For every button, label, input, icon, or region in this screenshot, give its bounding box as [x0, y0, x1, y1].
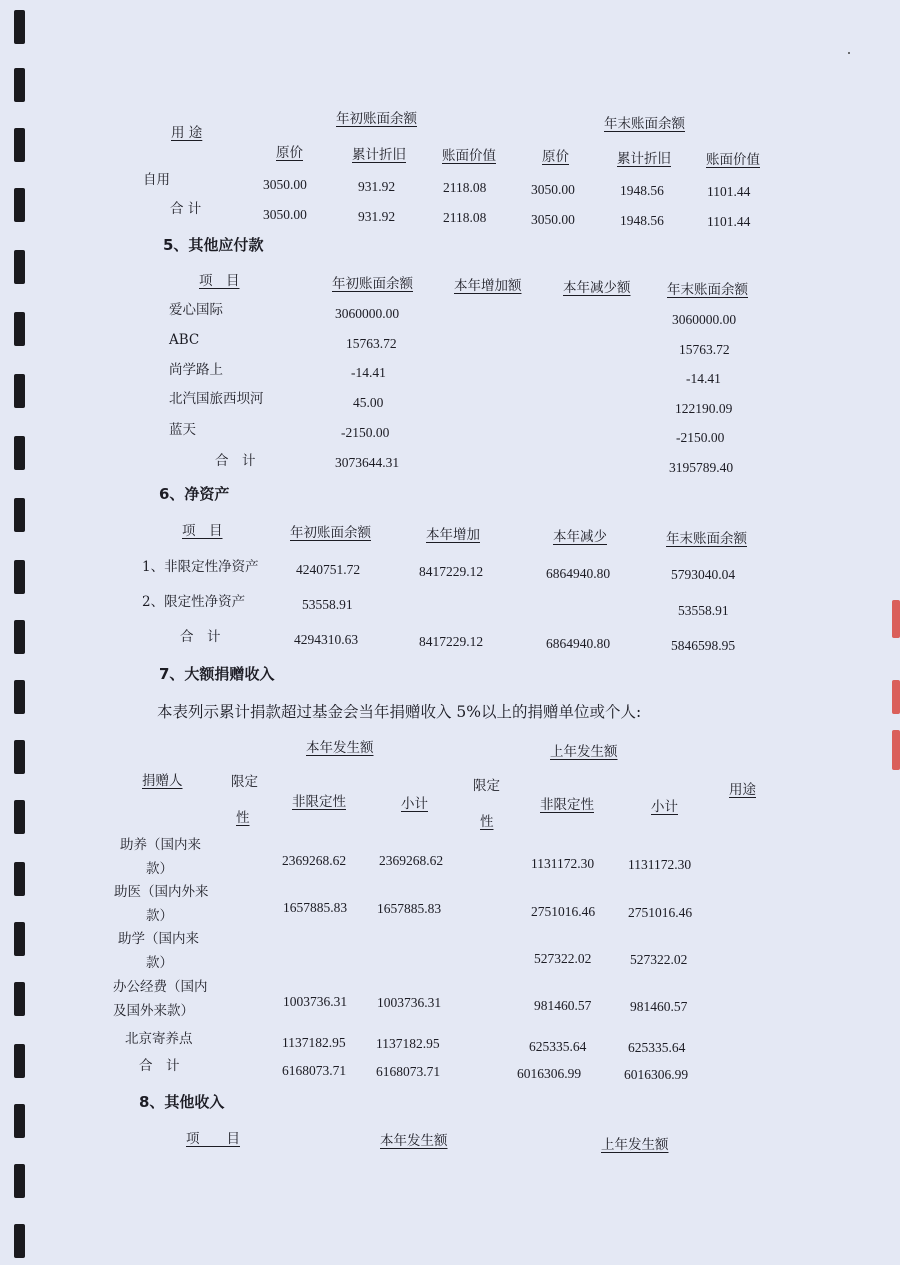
col-book-value: 账面价值	[706, 152, 760, 168]
binding-hole	[14, 312, 25, 346]
col-accum-depreciation: 累计折旧	[352, 147, 406, 163]
row-label: 助医（国内外来	[114, 884, 209, 900]
cell-value: -14.41	[351, 365, 386, 380]
cell-value: 6168073.71	[282, 1063, 347, 1078]
cell-value: 1101.44	[707, 184, 751, 199]
row-label: 爱心国际	[169, 302, 223, 318]
section-description: 本表列示累计捐款超过基金会当年捐赠收入 5%以上的捐赠单位或个人:	[157, 703, 642, 721]
group-header-start: 年初账面余额	[336, 111, 417, 127]
cell-value: 6168073.71	[376, 1064, 441, 1079]
cell-value: 527322.02	[630, 952, 688, 967]
binding-hole	[14, 1164, 25, 1198]
col-subtotal-prev: 小计	[651, 799, 678, 815]
binding-holes	[14, 0, 28, 1265]
row-label: 尚学路上	[169, 362, 223, 378]
cell-value: 981460.57	[534, 998, 592, 1013]
col-start-balance: 年初账面余额	[332, 276, 413, 292]
cell-value: 4240751.72	[296, 562, 361, 577]
cell-value: 1003736.31	[283, 994, 348, 1009]
col-restricted-prev: 限定	[473, 778, 500, 794]
cell-value: 122190.09	[675, 401, 733, 416]
col-original-price: 原价	[276, 145, 303, 161]
col-previous-year: 上年发生额	[601, 1137, 669, 1153]
red-stamp-edge	[888, 590, 900, 790]
col-restricted: 性	[236, 810, 250, 826]
col-original-price: 原价	[542, 149, 569, 165]
row-label: 自用	[143, 172, 170, 188]
col-item: 项 目	[182, 523, 223, 539]
col-increase: 本年增加	[426, 527, 480, 543]
cell-value: 3050.00	[263, 207, 307, 222]
binding-hole	[14, 560, 25, 594]
binding-hole	[14, 374, 25, 408]
row-label: 及国外来款）	[113, 1003, 194, 1019]
cell-value: 1101.44	[707, 214, 751, 229]
col-subtotal: 小计	[401, 796, 428, 812]
cell-value: 5846598.95	[671, 638, 736, 653]
row-label: 2、限定性净资产	[142, 594, 246, 610]
row-label-total: 合 计	[170, 201, 202, 217]
col-accum-depreciation: 累计折旧	[617, 151, 671, 167]
binding-hole	[14, 982, 25, 1016]
cell-value: 3050.00	[263, 177, 307, 192]
row-label-total: 合 计	[215, 453, 256, 469]
col-unrestricted: 非限定性	[292, 794, 346, 810]
row-label: 北汽国旅西坝河	[169, 391, 264, 407]
cell-value: -2150.00	[341, 425, 390, 440]
cell-value: 6016306.99	[517, 1066, 582, 1081]
cell-value: 3073644.31	[335, 455, 400, 470]
stamp-fragment	[892, 730, 900, 770]
row-label: 北京寄养点	[125, 1031, 193, 1047]
cell-value: 2118.08	[443, 210, 487, 225]
speck	[848, 52, 850, 54]
cell-value: 1948.56	[620, 213, 664, 228]
binding-hole	[14, 922, 25, 956]
cell-value: 53558.91	[302, 597, 353, 612]
cell-value: 1137182.95	[282, 1035, 346, 1050]
cell-value: 8417229.12	[419, 564, 484, 579]
col-end-balance: 年末账面余额	[666, 531, 747, 547]
cell-value: 1003736.31	[377, 995, 442, 1010]
cell-value: 1131172.30	[628, 857, 692, 872]
col-restricted: 限定	[231, 774, 258, 790]
row-label: 1、非限定性净资产	[142, 559, 259, 575]
cell-value: 6864940.80	[546, 566, 611, 581]
cell-value: 3050.00	[531, 212, 575, 227]
cell-value: 53558.91	[678, 603, 729, 618]
row-label: 助养（国内来	[120, 837, 201, 853]
binding-hole	[14, 250, 25, 284]
cell-value: 3060000.00	[672, 312, 737, 327]
col-current-year: 本年发生额	[380, 1133, 448, 1149]
binding-hole	[14, 68, 25, 102]
cell-value: 3060000.00	[335, 306, 400, 321]
cell-value: 6864940.80	[546, 636, 611, 651]
cell-value: 2369268.62	[282, 853, 347, 868]
cell-value: 2751016.46	[628, 905, 693, 920]
binding-hole	[14, 1104, 25, 1138]
binding-hole	[14, 10, 25, 44]
cell-value: 981460.57	[630, 999, 688, 1014]
row-label: 蓝天	[169, 422, 196, 438]
row-label: ABC	[169, 332, 200, 348]
cell-value: 1948.56	[620, 183, 664, 198]
row-label-total: 合 计	[139, 1058, 180, 1074]
section-title: 7、大额捐赠收入	[159, 665, 275, 683]
cell-value: 15763.72	[679, 342, 730, 357]
cell-value: 1657885.83	[377, 901, 442, 916]
binding-hole	[14, 128, 25, 162]
col-restricted-prev: 性	[480, 814, 494, 830]
cell-value: 527322.02	[534, 951, 592, 966]
row-label: 助学（国内来	[118, 931, 199, 947]
cell-value: 8417229.12	[419, 634, 484, 649]
cell-value: 2369268.62	[379, 853, 444, 868]
binding-hole	[14, 436, 25, 470]
col-item: 项 目	[199, 273, 240, 289]
binding-hole	[14, 680, 25, 714]
section-title: 6、净资产	[159, 485, 230, 503]
col-donor: 捐赠人	[142, 773, 183, 789]
cell-value: -2150.00	[676, 430, 725, 445]
cell-value: 5793040.04	[671, 567, 736, 582]
col-book-value: 账面价值	[442, 148, 496, 164]
cell-value: 4294310.63	[294, 632, 359, 647]
col-decrease: 本年减少额	[563, 280, 631, 296]
col-unrestricted-prev: 非限定性	[540, 797, 594, 813]
col-decrease: 本年减少	[553, 529, 607, 545]
binding-hole	[14, 1044, 25, 1078]
row-label-total: 合 计	[180, 629, 221, 645]
cell-value: 625335.64	[529, 1039, 587, 1054]
col-usage: 用 途	[171, 125, 203, 141]
cell-value: 931.92	[358, 209, 396, 224]
binding-hole	[14, 800, 25, 834]
col-usage: 用途	[729, 782, 756, 798]
cell-value: 15763.72	[346, 336, 397, 351]
cell-value: 1131172.30	[531, 856, 595, 871]
cell-value: 625335.64	[628, 1040, 686, 1055]
cell-value: 1137182.95	[376, 1036, 440, 1051]
binding-hole	[14, 740, 25, 774]
group-header-previous: 上年发生额	[550, 744, 618, 760]
cell-value: -14.41	[686, 371, 721, 386]
row-label: 款）	[146, 955, 173, 971]
binding-hole	[14, 1224, 25, 1258]
section-title: 5、其他应付款	[163, 236, 264, 254]
group-header-end: 年末账面余额	[604, 116, 685, 132]
cell-value: 3195789.40	[669, 460, 734, 475]
cell-value: 2751016.46	[531, 904, 596, 919]
col-item: 项 目	[186, 1131, 240, 1147]
col-end-balance: 年末账面余额	[667, 282, 748, 298]
cell-value: 6016306.99	[624, 1067, 689, 1082]
cell-value: 3050.00	[531, 182, 575, 197]
col-increase: 本年增加额	[454, 278, 522, 294]
binding-hole	[14, 498, 25, 532]
row-label: 款）	[146, 908, 173, 924]
row-label: 办公经费（国内	[113, 979, 208, 995]
stamp-fragment	[892, 600, 900, 638]
binding-hole	[14, 620, 25, 654]
cell-value: 1657885.83	[283, 900, 348, 915]
cell-value: 45.00	[353, 395, 384, 410]
binding-hole	[14, 188, 25, 222]
stamp-fragment	[892, 680, 900, 714]
section-title: 8、其他收入	[139, 1093, 225, 1111]
cell-value: 931.92	[358, 179, 396, 194]
binding-hole	[14, 862, 25, 896]
col-start-balance: 年初账面余额	[290, 525, 371, 541]
cell-value: 2118.08	[443, 180, 487, 195]
row-label: 款）	[146, 861, 173, 877]
group-header-current: 本年发生额	[306, 740, 374, 756]
